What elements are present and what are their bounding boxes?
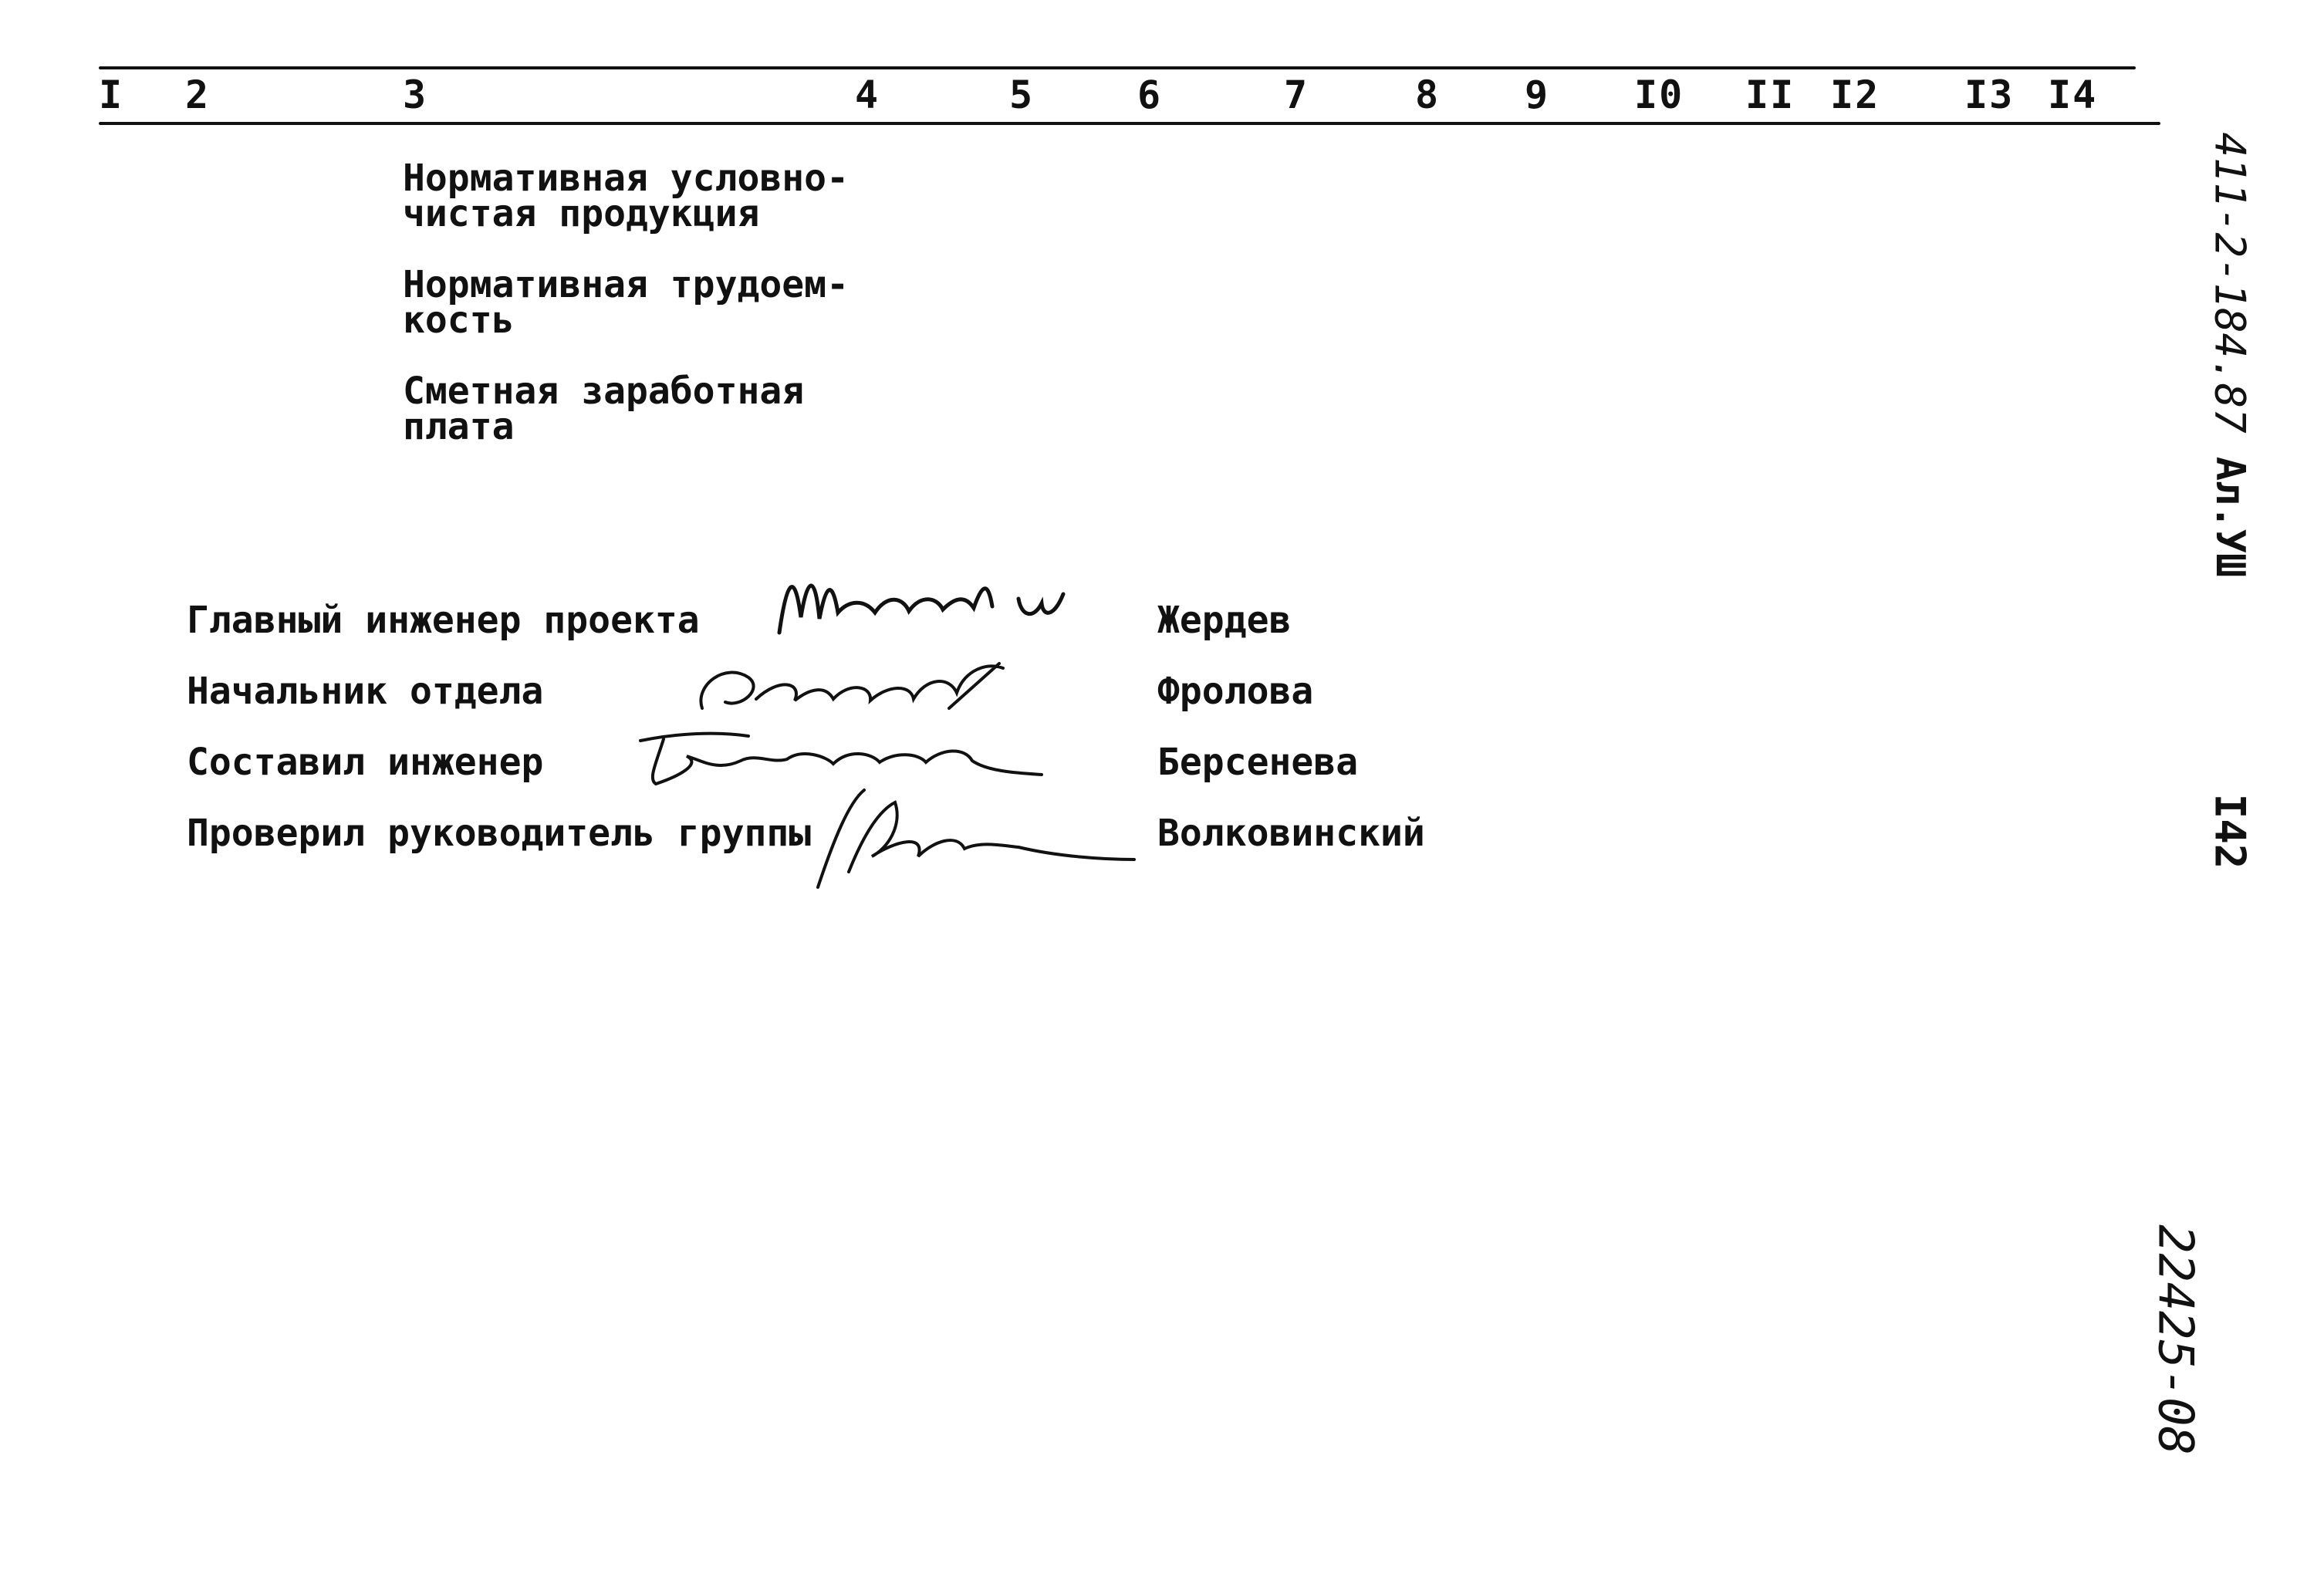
name-zherdev: Жердев bbox=[1157, 599, 1292, 642]
col-header-13: I3 bbox=[1964, 73, 2015, 117]
item-labor-intensity: Нормативная трудоем- кость bbox=[403, 263, 849, 342]
signature-volkovinsky bbox=[802, 779, 1142, 895]
signature-frolova bbox=[694, 654, 1018, 724]
document-code: 411-2-184.87 bbox=[2205, 132, 2255, 434]
registration-stamp: 22425-08 bbox=[2147, 1224, 2204, 1455]
name-frolova: Фролова bbox=[1157, 670, 1314, 713]
col-header-14: I4 bbox=[2048, 73, 2098, 117]
role-department-head: Начальник отдела bbox=[187, 670, 544, 713]
col-header-8: 8 bbox=[1415, 73, 1441, 117]
page-number: I42 bbox=[2205, 793, 2255, 870]
table-header-rule bbox=[99, 122, 2160, 125]
role-group-leader: Проверил руководитель группы bbox=[187, 812, 812, 855]
col-header-2: 2 bbox=[185, 73, 211, 117]
signature-zherdev bbox=[772, 563, 1080, 648]
col-header-6: 6 bbox=[1137, 73, 1163, 117]
table-top-rule bbox=[99, 66, 2136, 69]
col-header-10: I0 bbox=[1634, 73, 1684, 117]
album-label: Ал.УШ bbox=[2207, 456, 2253, 578]
col-header-3: 3 bbox=[403, 73, 428, 117]
col-header-7: 7 bbox=[1284, 73, 1309, 117]
col-header-12: I2 bbox=[1830, 73, 1880, 117]
role-compiled-engineer: Составил инженер bbox=[187, 741, 544, 784]
role-chief-engineer: Главный инженер проекта bbox=[187, 599, 700, 642]
col-header-4: 4 bbox=[855, 73, 880, 117]
name-volkovinsky: Волковинский bbox=[1157, 812, 1425, 855]
name-berseneva: Берсенева bbox=[1157, 741, 1359, 784]
col-header-9: 9 bbox=[1525, 73, 1550, 117]
col-header-1: I bbox=[99, 73, 124, 117]
col-header-11: II bbox=[1745, 73, 1795, 117]
col-header-5: 5 bbox=[1009, 73, 1035, 117]
item-net-production: Нормативная условно- чистая продукция bbox=[403, 157, 849, 235]
item-estimated-wages: Сметная заработная плата bbox=[403, 370, 805, 448]
